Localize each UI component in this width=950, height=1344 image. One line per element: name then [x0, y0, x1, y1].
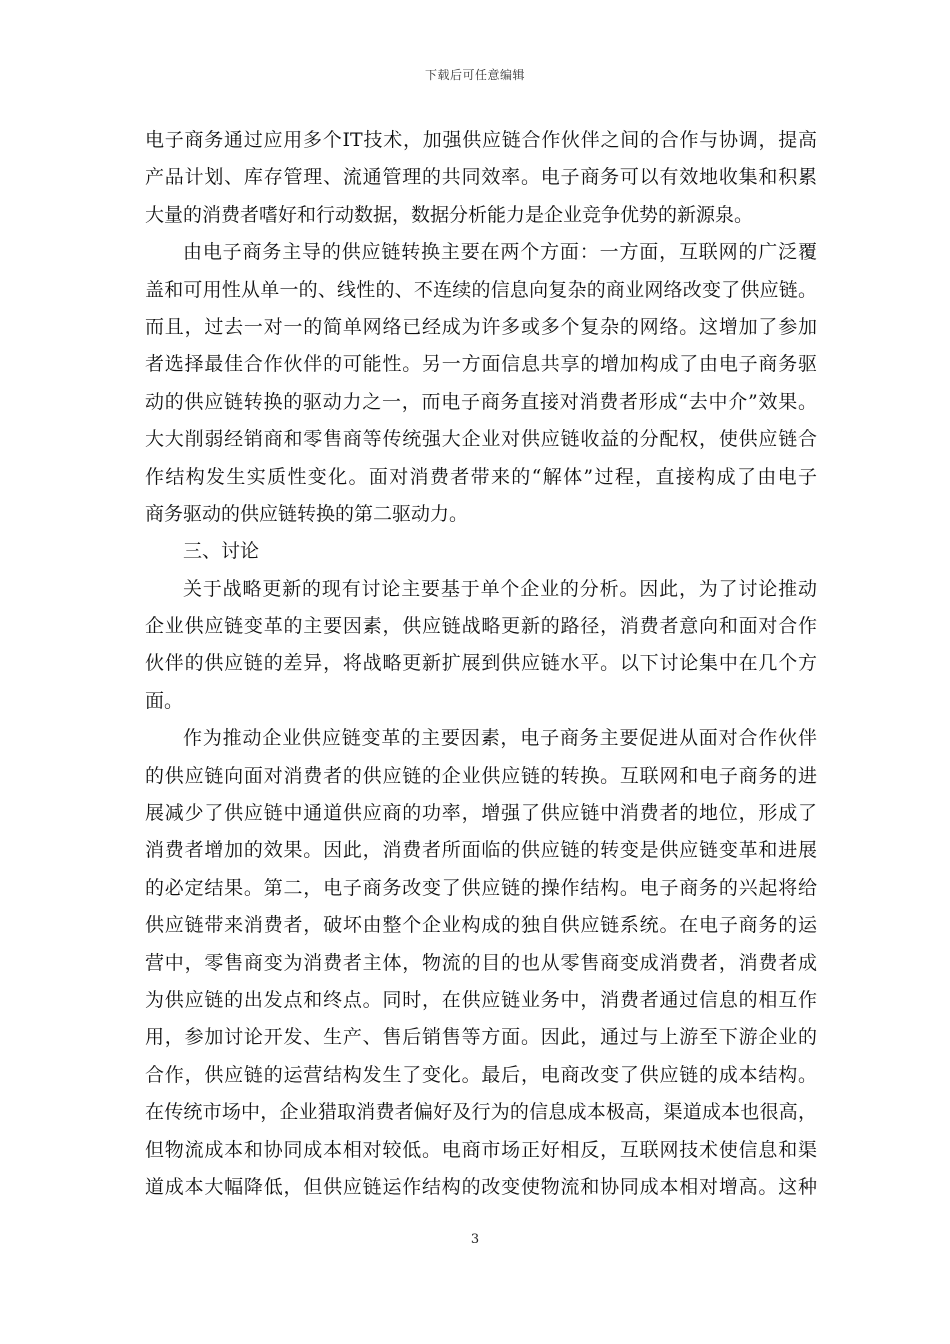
text-line: 由电子商务主导的供应链转换主要在两个方面：一方面，互联网的广泛覆	[183, 241, 817, 264]
text-line: 展减少了供应链中通道供应商的功率，增强了供应链中消费者的地位，形成了	[145, 802, 817, 825]
text-line: 产品计划、库存管理、流通管理的共同效率。电子商务可以有效地收集和积累	[145, 166, 817, 189]
text-line: 的供应链向面对消费者的供应链的企业供应链的转换。互联网和电子商务的进	[145, 764, 817, 787]
document-body	[145, 122, 817, 1206]
text-line: 企业供应链变革的主要因素，供应链战略更新的路径，消费者意向和面对合作	[145, 615, 817, 638]
text-line: 在传统市场中，企业猎取消费者偏好及行为的信息成本极高，渠道成本也很高，	[145, 1101, 817, 1124]
text-line: 但物流成本和协同成本相对较低。电商市场正好相反，互联网技术使信息和渠	[145, 1138, 817, 1161]
paragraph	[145, 234, 817, 533]
paragraph	[145, 571, 817, 721]
text-line: 用，参加讨论开发、生产、售后销售等方面。因此，通过与上游至下游企业的	[145, 1026, 817, 1049]
text-line: 而且，过去一对一的简单网络已经成为许多或多个复杂的网络。这增加了参加	[145, 315, 817, 338]
section-heading	[145, 533, 817, 570]
page-number: 3	[470, 1232, 480, 1247]
paragraph	[145, 720, 817, 1206]
section-heading-text: 三、讨论	[183, 540, 260, 563]
text-line: 电子商务通过应用多个IT技术，加强供应链合作伙伴之间的合作与协调，提高	[145, 129, 817, 151]
page-header-note: 下载后可任意编辑	[424, 68, 525, 82]
text-line: 大量的消费者嗜好和行动数据，数据分析能力是企业竞争优势的新源泉。	[145, 203, 754, 226]
text-line: 合作，供应链的运营结构发生了变化。最后，电商改变了供应链的成本结构。	[145, 1063, 817, 1086]
text-line: 道成本大幅降低，但供应链运作结构的改变使物流和协同成本相对增高。这种	[145, 1175, 817, 1198]
text-line: 营中，零售商变为消费者主体，物流的目的也从零售商变成消费者，消费者成	[145, 951, 817, 974]
paragraph	[145, 122, 817, 234]
text-line: 供应链带来消费者，破坏由整个企业构成的独自供应链系统。在电子商务的运	[145, 914, 817, 937]
text-line: 者选择最佳合作伙伴的可能性。另一方面信息共享的增加构成了由电子商务驱	[145, 353, 817, 376]
text-line: 为供应链的出发点和终点。同时，在供应链业务中，消费者通过信息的相互作	[145, 988, 817, 1011]
text-line: 关于战略更新的现有讨论主要基于单个企业的分析。因此，为了讨论推动	[183, 577, 817, 600]
text-line: 作结构发生实质性变化。面对消费者带来的“解体”过程，直接构成了由电子	[145, 465, 817, 488]
text-line: 商务驱动的供应链转换的第二驱动力。	[145, 502, 469, 525]
text-line: 伙伴的供应链的差异，将战略更新扩展到供应链水平。以下讨论集中在几个方	[145, 652, 817, 675]
text-line: 盖和可用性从单一的、线性的、不连续的信息向复杂的商业网络改变了供应链。	[145, 278, 817, 301]
text-line: 的必定结果。第二，电子商务改变了供应链的操作结构。电子商务的兴起将给	[145, 876, 817, 899]
text-line: 面。	[145, 689, 184, 712]
text-line: 消费者增加的效果。因此，消费者所面临的供应链的转变是供应链变革和进展	[145, 839, 817, 862]
text-line: 作为推动企业供应链变革的主要因素，电子商务主要促进从面对合作伙伴	[183, 727, 817, 750]
text-line: 大大削弱经销商和零售商等传统强大企业对供应链收益的分配权，使供应链合	[145, 428, 817, 451]
text-line: 动的供应链转换的驱动力之一，而电子商务直接对消费者形成“去中介”效果。	[145, 390, 817, 413]
